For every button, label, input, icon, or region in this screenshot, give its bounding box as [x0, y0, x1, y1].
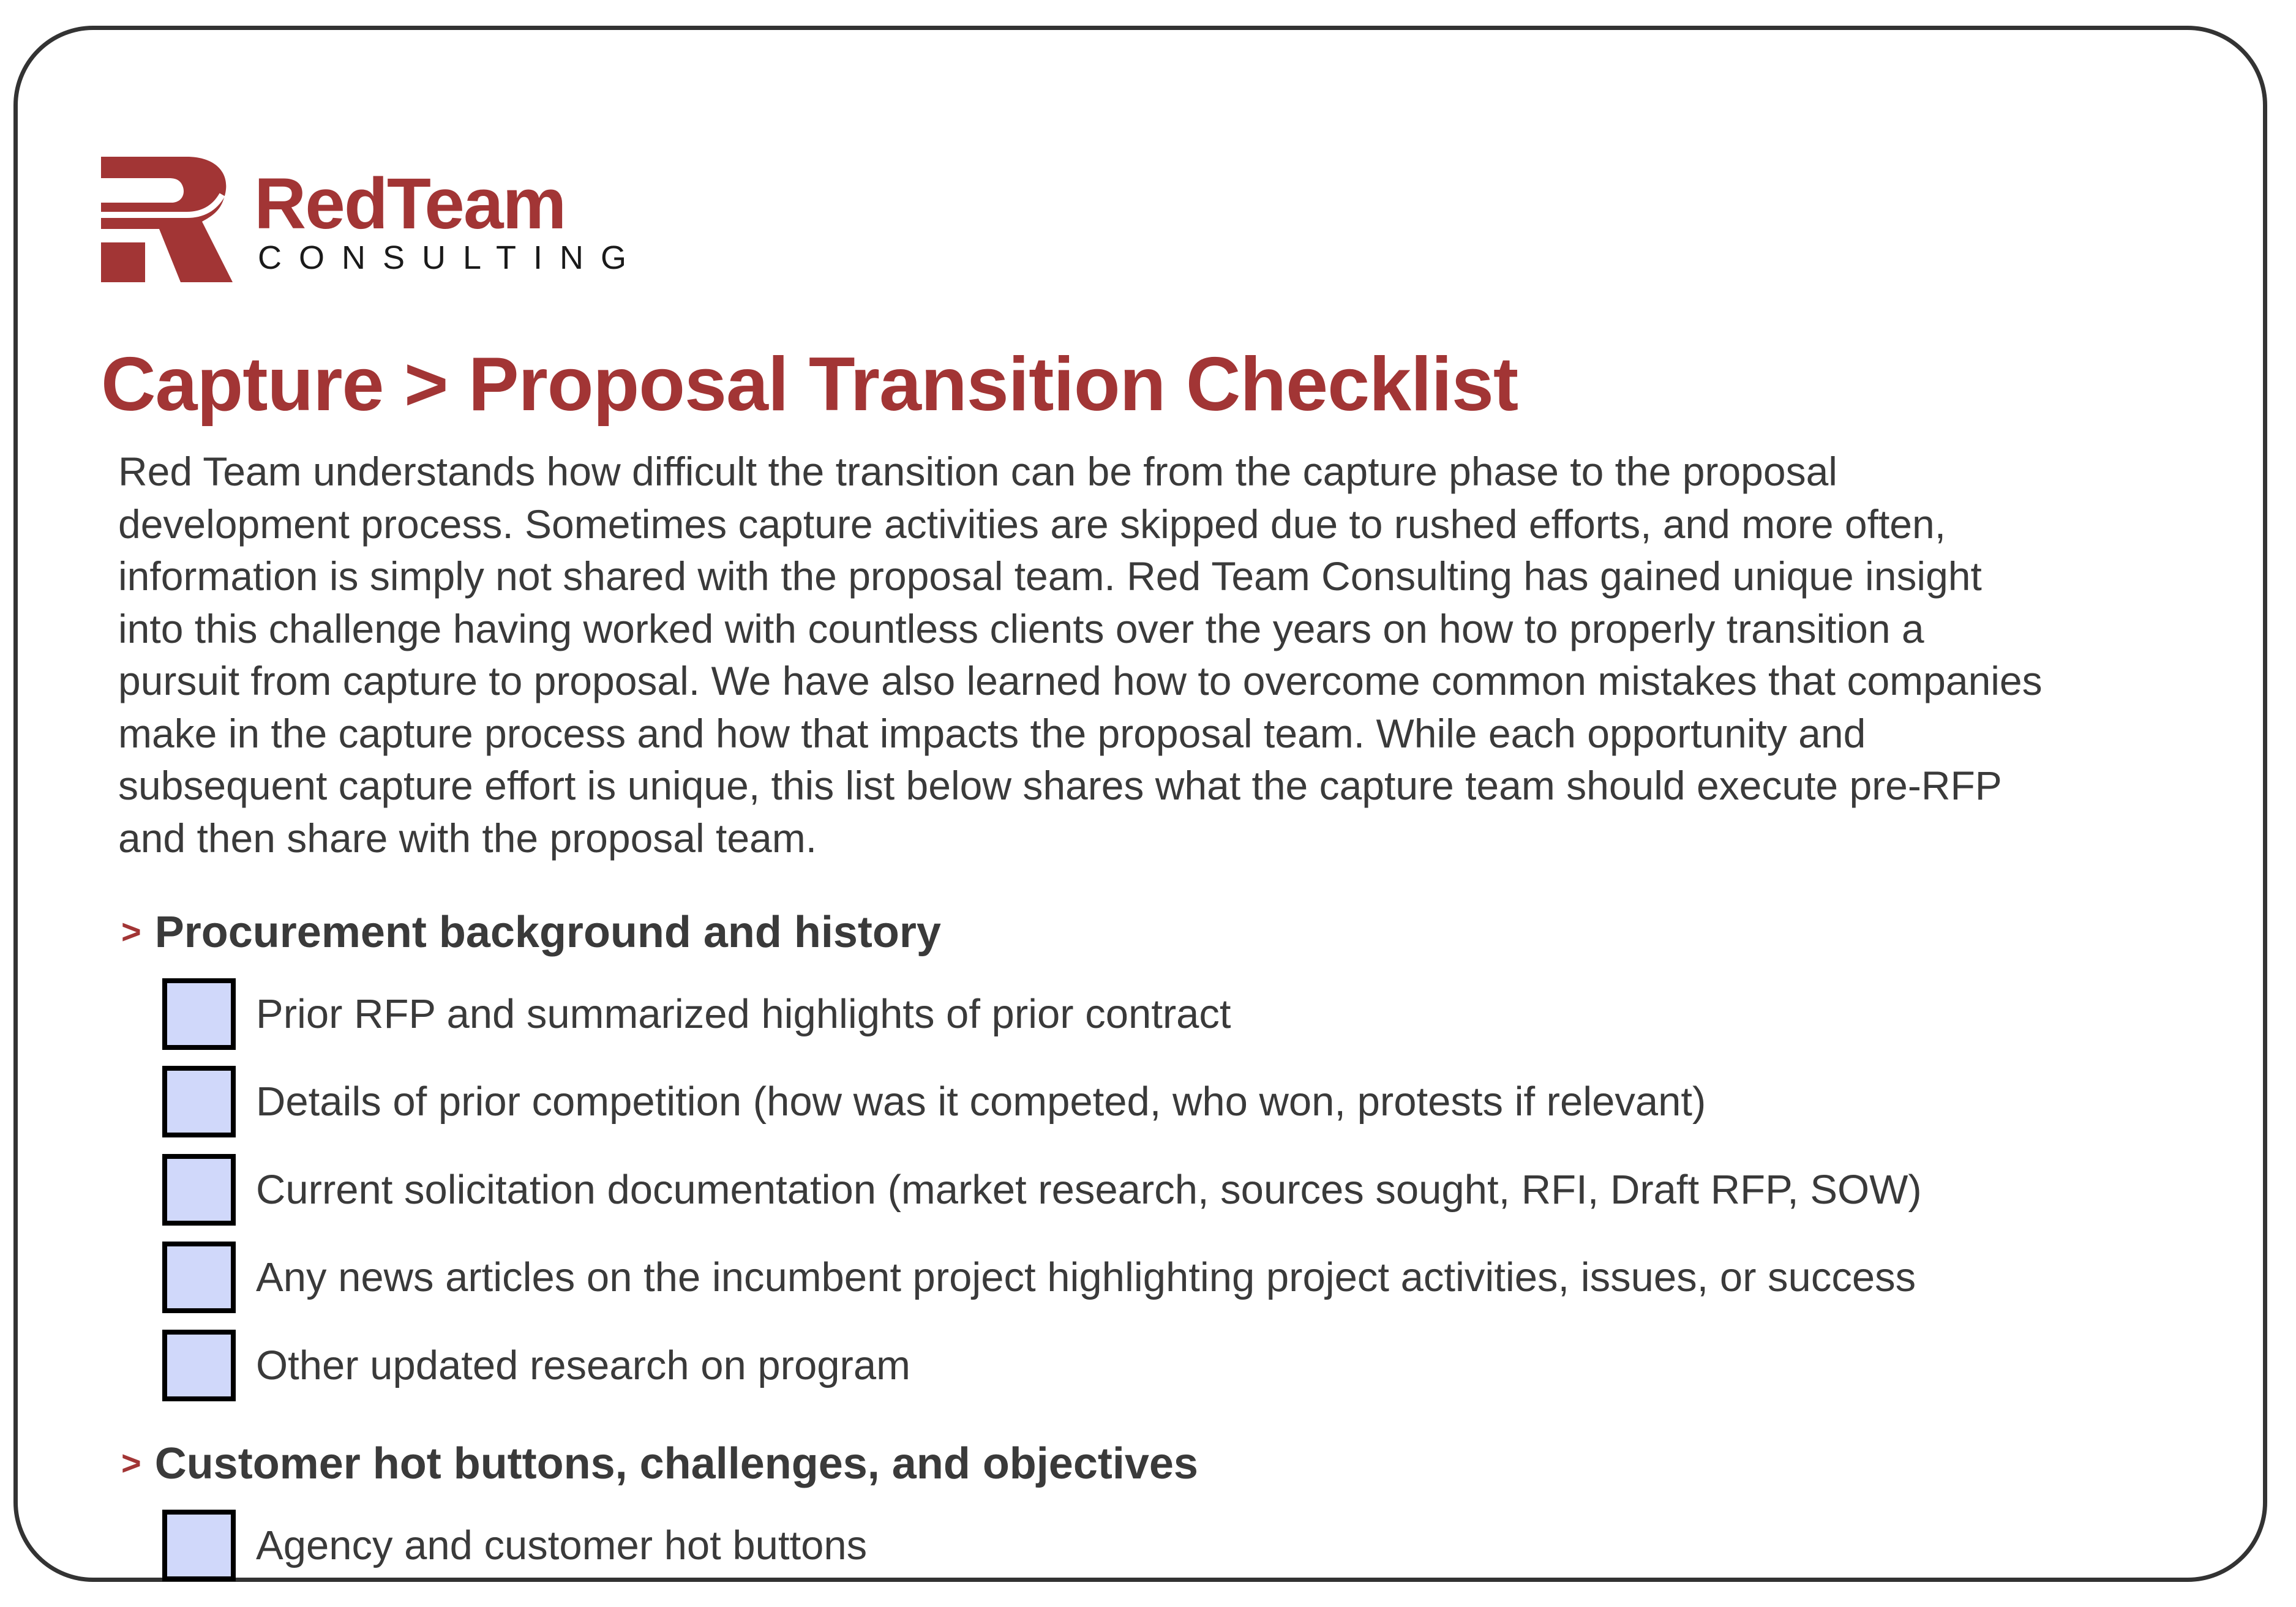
checklist-item — [162, 1329, 910, 1401]
checkbox[interactable] — [162, 1242, 236, 1313]
checklist-item-label: Current solicitation documentation (market research, sources sought, RFI, Draft RFP, SOW) — [256, 1166, 1922, 1213]
checklist-item-label: Prior RFP and summarized highlights of prior contract — [256, 991, 1231, 1037]
intro-line: development process. Sometimes capture activities are skipped due to rushed efforts, and more often, — [118, 501, 1946, 547]
r-logo-icon — [101, 157, 233, 282]
checklist-item-label: Details of prior competition (how was it competed, who won, protests if relevant) — [256, 1078, 1706, 1125]
checklist-item-label: Other updated research on program — [256, 1342, 910, 1388]
intro-paragraph — [118, 446, 2139, 864]
checklist-item — [162, 978, 1231, 1050]
checklist-item — [162, 1153, 1922, 1226]
checklist-item — [162, 1241, 1916, 1313]
checkbox[interactable] — [162, 978, 236, 1050]
chevron-right-icon: > — [121, 912, 141, 951]
page-title: Capture > Proposal Transition Checklist — [101, 342, 1518, 427]
brand-name: RedTeam — [254, 163, 566, 244]
section-heading-customer — [121, 1439, 1198, 1488]
section-heading-procurement — [121, 908, 941, 957]
checklist-item-label: Agency and customer hot buttons — [256, 1522, 868, 1568]
checkbox[interactable] — [162, 1066, 236, 1137]
chevron-right-icon: > — [121, 1444, 141, 1482]
intro-line: into this challenge having worked with countless clients over the years on how to properly transition a — [118, 605, 1924, 651]
checkbox[interactable] — [162, 1510, 236, 1581]
checkbox[interactable] — [162, 1154, 236, 1226]
intro-line: information is simply not shared with the proposal team. Red Team Consulting has gained unique insight — [118, 553, 1982, 599]
checklist-item-label: Any news articles on the incumbent project highlighting project activities, issues, or success — [256, 1254, 1916, 1300]
checklist-item — [162, 1065, 1706, 1137]
company-logo — [101, 157, 652, 285]
intro-line: make in the capture process and how that impacts the proposal team. While each opportunity and — [118, 710, 1866, 756]
checklist-item — [162, 1509, 867, 1581]
checkbox[interactable] — [162, 1330, 236, 1401]
intro-line: pursuit from capture to proposal. We have also learned how to overcome common mistakes that companies — [118, 658, 2043, 703]
intro-line: and then share with the proposal team. — [118, 815, 817, 861]
brand-tagline: CONSULTING — [258, 239, 644, 276]
section-heading-text: Customer hot buttons, challenges, and objectives — [154, 1439, 1198, 1488]
intro-line: Red Team understands how difficult the transition can be from the capture phase to the proposal — [118, 449, 1837, 494]
intro-line: subsequent capture effort is unique, this list below shares what the capture team should execute pre-RFP — [118, 763, 2002, 808]
section-heading-text: Procurement background and history — [154, 908, 941, 957]
